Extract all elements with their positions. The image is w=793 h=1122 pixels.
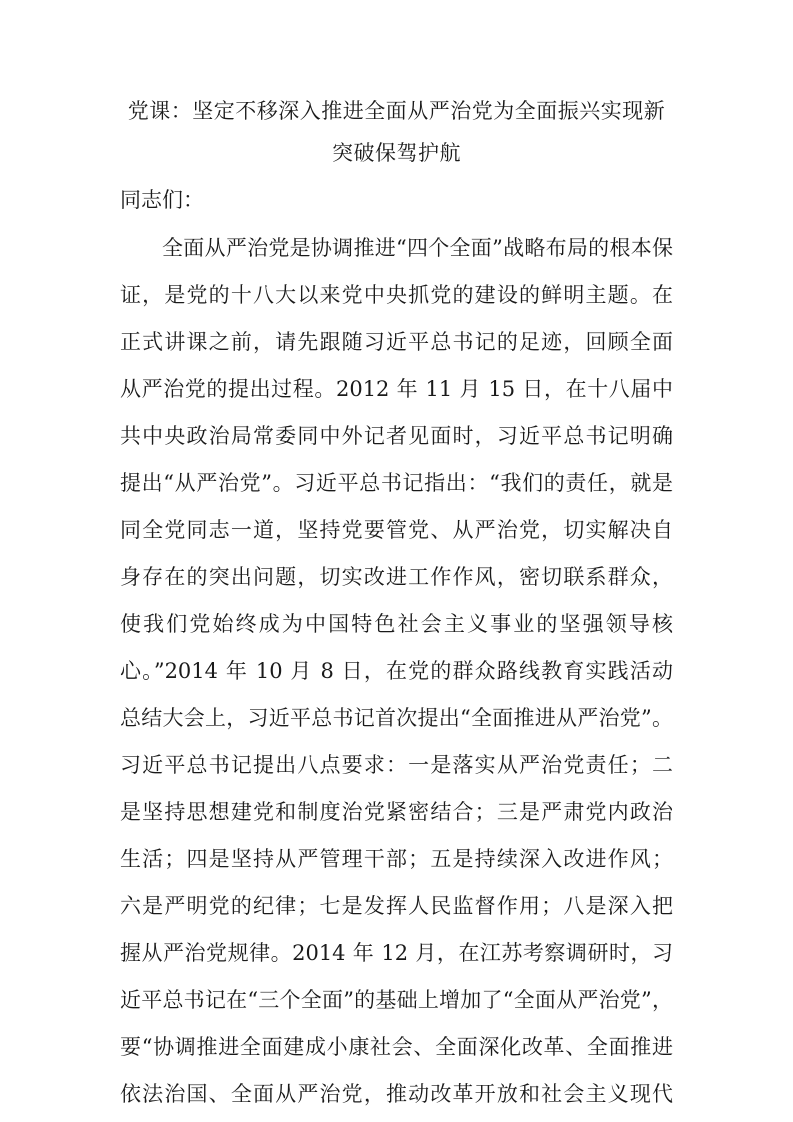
body-line: 证，是党的十八大以来党中央抓党的建设的鲜明主题。在 <box>120 283 673 307</box>
body-line: 要“协调推进全面建成小康社会、全面深化改革、全面推进 <box>120 1035 673 1059</box>
body-line: 同全党同志一道，坚持党要管党、从严治党，切实解决自 <box>120 518 673 542</box>
body-line: 共中央政治局常委同中外记者见面时，习近平总书记明确 <box>120 424 673 448</box>
body-line: 依法治国、全面从严治党，推动改革开放和社会主义现代 <box>120 1082 673 1106</box>
document-title-line-1: 党课：坚定不移深入推进全面从严治党为全面振兴实现新 <box>127 99 666 123</box>
body-line: 握从严治党规律。2014 年 12 月，在江苏考察调研时，习 <box>120 941 673 965</box>
body-line: 习近平总书记提出八点要求：一是落实从严治党责任；二 <box>120 753 673 777</box>
body-line: 使我们党始终成为中国特色社会主义事业的坚强领导核 <box>120 612 673 636</box>
body-line: 正式讲课之前，请先跟随习近平总书记的足迹，回顾全面 <box>120 330 673 354</box>
body-line: 从严治党的提出过程。2012 年 11 月 15 日，在十八届中 <box>120 377 673 401</box>
body-line: 心。”2014 年 10 月 8 日，在党的群众路线教育实践活动 <box>120 659 673 683</box>
body-line: 身存在的突出问题，切实改进工作作风，密切联系群众， <box>120 565 673 589</box>
body-line: 六是严明党的纪律；七是发挥人民监督作用；八是深入把 <box>120 894 673 918</box>
document-title-line-2: 突破保驾护航 <box>332 141 461 165</box>
body-line: 全面从严治党是协调推进“四个全面”战略布局的根本保 <box>162 236 673 260</box>
body-line: 总结大会上，习近平总书记首次提出“全面推进从严治党”。 <box>120 706 673 730</box>
body-line: 是坚持思想建党和制度治党紧密结合；三是严肃党内政治 <box>120 800 673 824</box>
greeting: 同志们： <box>120 188 204 212</box>
body-line: 生活；四是坚持从严管理干部；五是持续深入改进作风； <box>120 847 673 871</box>
body-line: 近平总书记在“三个全面”的基础上增加了“全面从严治党”， <box>120 988 673 1012</box>
body-line: 提出“从严治党”。习近平总书记指出：“我们的责任，就是 <box>120 471 673 495</box>
